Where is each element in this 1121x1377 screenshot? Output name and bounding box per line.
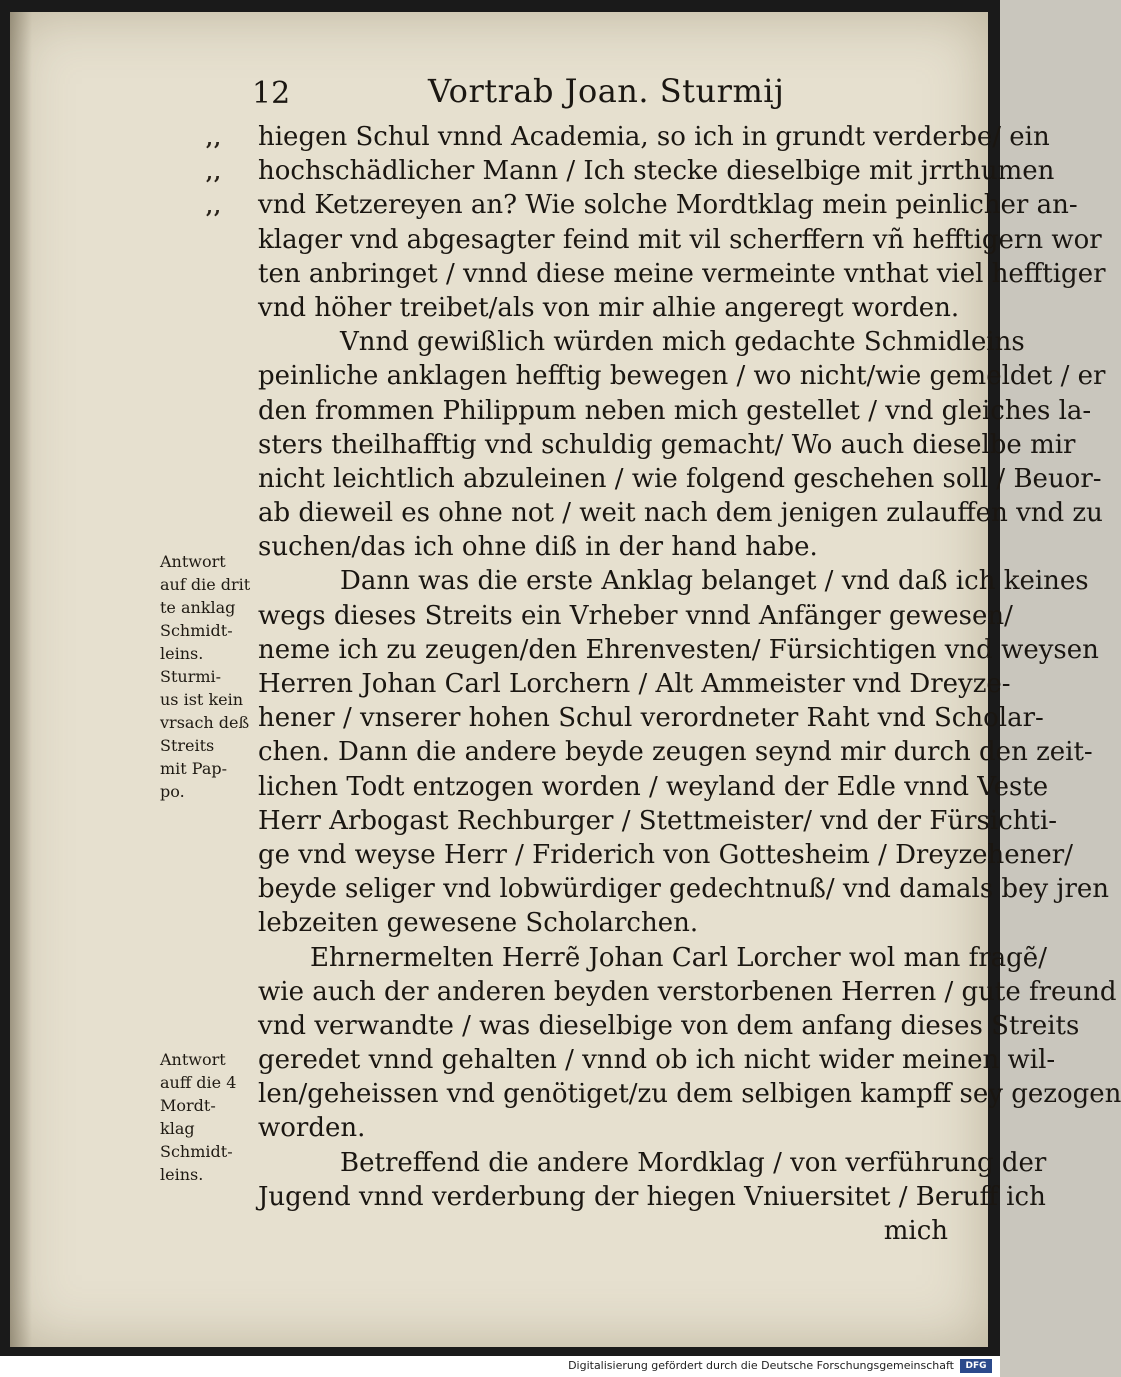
marginal-note-line: vrsach deß bbox=[160, 713, 250, 732]
text-line: lebzeiten gewesene Scholarchen. bbox=[258, 908, 699, 939]
text-line: ten anbringet / vnnd diese meine vermeinte vnthat viel hefftiger bbox=[258, 258, 1106, 289]
text-line: geredet vnnd gehalten / vnnd ob ich nicht wider meinen wil- bbox=[258, 1045, 1056, 1076]
text-line: worden. bbox=[258, 1113, 366, 1144]
page-gutter-shadow bbox=[10, 12, 32, 1347]
marginal-note-line: leins. bbox=[160, 1165, 204, 1184]
text-line: Jugend vnnd verderbung der hiegen Vniuersitet / Beruff ich bbox=[258, 1181, 1046, 1212]
dfg-logo: DFG bbox=[960, 1359, 992, 1373]
marginal-note-line: Mordt- bbox=[160, 1096, 216, 1115]
marginal-note-line: us ist kein bbox=[160, 690, 244, 709]
text-line: ab dieweil es ohne not / weit nach dem jenigen zulauffen vnd zu bbox=[258, 498, 1103, 529]
text-line: klager vnd abgesagter feind mit vil scherffern vñ hefftigern wor bbox=[258, 224, 1102, 255]
catchword: mich bbox=[883, 1216, 948, 1246]
paragraph-start-line: Vnnd gewißlich würden mich gedachte Schmidleins bbox=[340, 327, 1025, 358]
marginal-note-line: Schmidt- bbox=[160, 1142, 233, 1161]
marginal-note-line: auf die drit bbox=[160, 575, 251, 594]
paragraph-start-line: Betreffend die andere Mordklag / von verführung der bbox=[340, 1147, 1047, 1178]
marginal-note-line: Antwort bbox=[160, 552, 226, 571]
text-line: den frommen Philippum neben mich gestellet / vnd gleiches la- bbox=[258, 395, 1092, 426]
marginal-note-line: Schmidt- bbox=[160, 621, 233, 640]
page-number: 12 bbox=[252, 76, 291, 111]
text-line: hiegen Schul vnnd Academia, so ich in grundt verderbe/ ein bbox=[258, 122, 1050, 152]
text-line: hochschädlicher Mann / Ich stecke dieselbige mit jrrthumen bbox=[258, 156, 1055, 187]
text-line: len/geheissen vnd genötiget/zu dem selbigen kampff sey gezogen bbox=[258, 1079, 1121, 1110]
marginal-note-line: Sturmi- bbox=[160, 667, 222, 686]
marginal-note bbox=[160, 1048, 260, 1186]
paragraph-start-line: Ehrnermelten Herrẽ Johan Carl Lorcher wol man fragẽ/ bbox=[310, 942, 1047, 973]
marginal-note-line: auff die 4 bbox=[160, 1073, 237, 1092]
marginal-note-line: klag bbox=[160, 1119, 195, 1138]
text-line: peinliche anklagen hefftig bewegen / wo nicht/wie gemeldet / er bbox=[258, 361, 1106, 392]
text-line: wegs dieses Streits ein Vrheber vnnd Anfänger gewesen/ bbox=[258, 600, 1013, 631]
quotation-mark: ,, bbox=[206, 160, 222, 184]
text-line: hener / vnserer hohen Schul verordneter Raht vnd Scholar- bbox=[258, 703, 1044, 734]
funding-credit: Digitalisierung gefördert durch die Deutsche Forschungsgemeinschaft bbox=[568, 1359, 954, 1372]
text-line: vnd verwandte / was dieselbige von dem anfang dieses Streits bbox=[258, 1010, 1080, 1041]
quotation-mark: ,, bbox=[206, 126, 222, 150]
text-line: lichen Todt entzogen worden / weyland der Edle vnnd Veste bbox=[258, 771, 1049, 802]
text-line: vnd höher treibet/als von mir alhie angeregt worden. bbox=[258, 292, 960, 323]
main-text-block bbox=[258, 120, 1121, 1248]
text-line: Herr Arbogast Rechburger / Stettmeister/ vnd der Fürsichti- bbox=[258, 805, 1058, 836]
marginal-note-line: Antwort bbox=[160, 1050, 226, 1069]
page-header bbox=[0, 68, 1000, 118]
text-line: neme ich zu zeugen/den Ehrenvesten/ Fürsichtigen vnd weysen bbox=[258, 634, 1099, 665]
text-line: sters theilhafftig vnd schuldig gemacht/ Wo auch dieselbe mir bbox=[258, 429, 1076, 460]
marginal-note-line: mit Pap- bbox=[160, 759, 228, 778]
marginal-note-line: po. bbox=[160, 782, 185, 801]
text-line: ge vnd weyse Herr / Friderich von Gottesheim / Dreyzehener/ bbox=[258, 839, 1073, 870]
paragraph-start-line: Dann was die erste Anklag belanget / vnd daß ich keines bbox=[340, 566, 1089, 597]
text-line: vnd Ketzereyen an? Wie solche Mordtklag mein peinlicher an- bbox=[258, 190, 1078, 221]
marginal-note-line: leins. bbox=[160, 644, 204, 663]
text-line: beyde seliger vnd lobwürdiger gedechtnuß/ vnd damals bey jren bbox=[258, 874, 1110, 905]
text-line: Herren Johan Carl Lorchern / Alt Ammeister vnd Dreyze- bbox=[258, 669, 1011, 699]
text-line: wie auch der anderen beyden verstorbenen Herren / gute freund bbox=[258, 976, 1117, 1007]
running-title: Vortrab Joan. Sturmij bbox=[428, 72, 785, 110]
footer-bar bbox=[0, 1356, 1000, 1377]
text-line: chen. Dann die andere beyde zeugen seynd mir durch den zeit- bbox=[258, 737, 1093, 768]
quotation-mark: ,, bbox=[206, 194, 222, 218]
marginal-note bbox=[160, 550, 260, 803]
text-line: suchen/das ich ohne diß in der hand habe. bbox=[258, 532, 818, 563]
text-line: nicht leichtlich abzuleinen / wie folgend geschehen soll / Beuor- bbox=[258, 463, 1102, 494]
marginal-note-line: Streits bbox=[160, 736, 215, 755]
marginal-note-line: te anklag bbox=[160, 598, 236, 617]
